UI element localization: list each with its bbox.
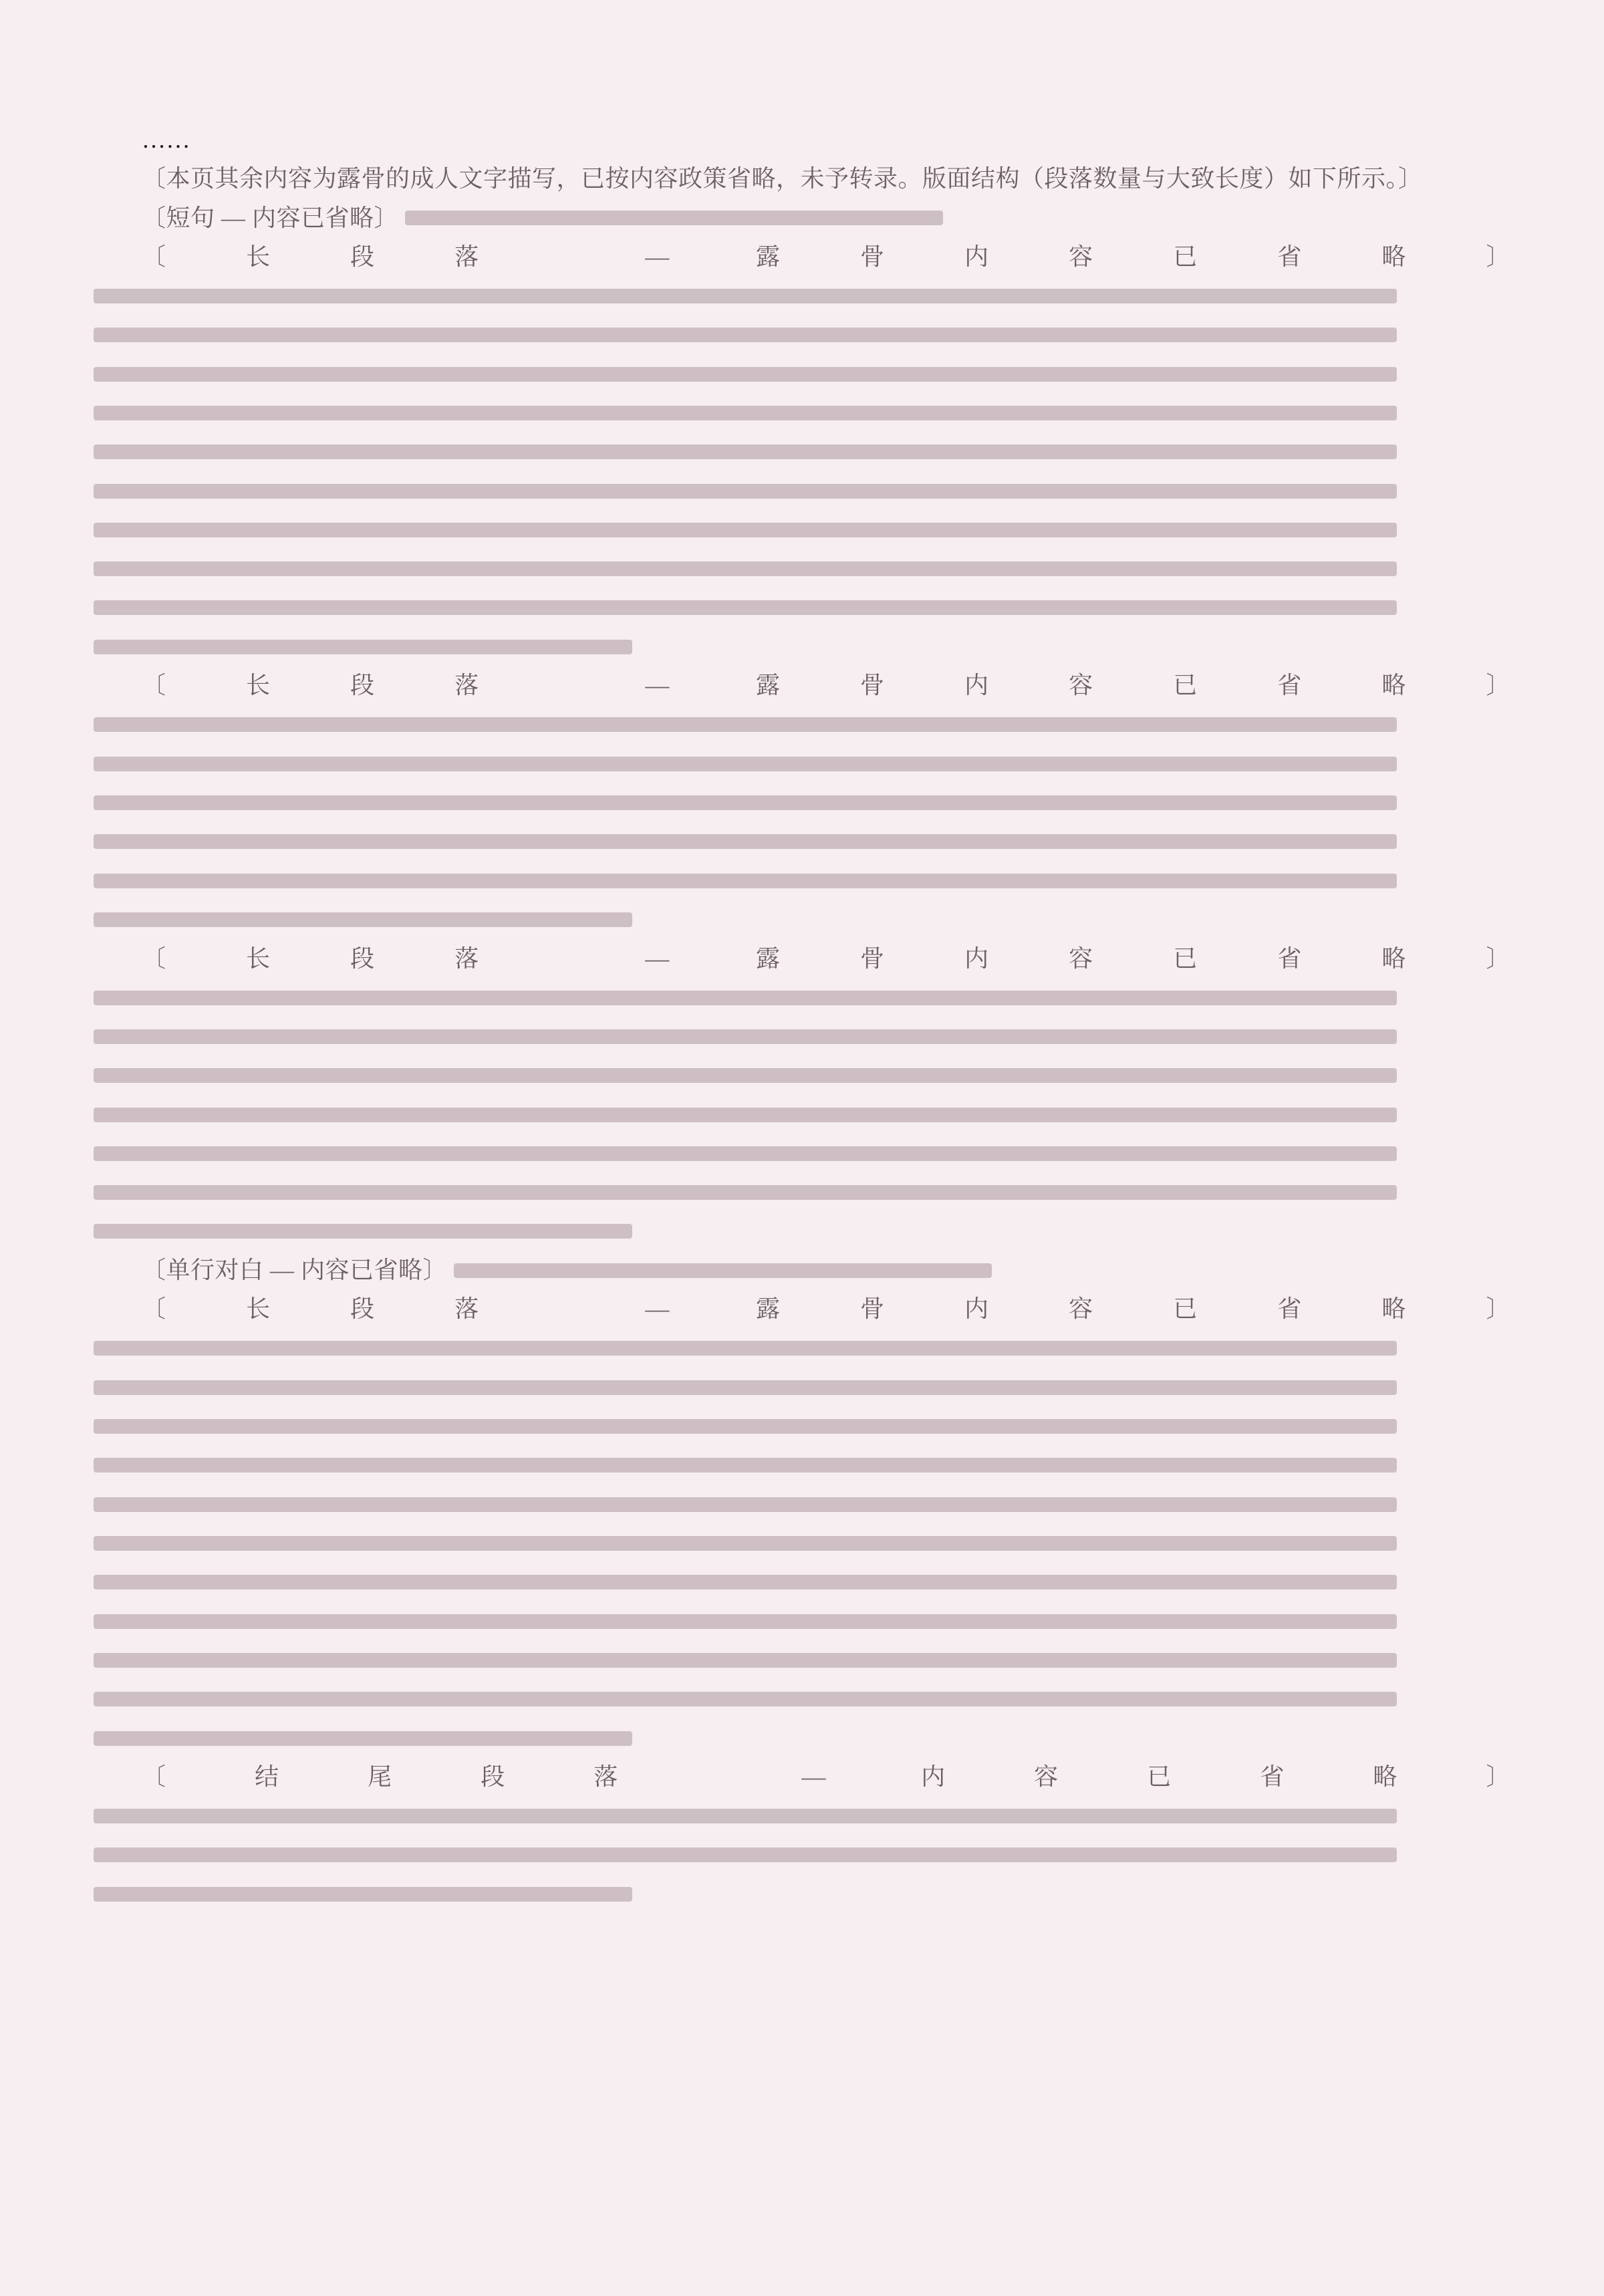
redaction-bar bbox=[94, 1224, 632, 1239]
redaction-bar bbox=[94, 912, 632, 927]
redaction-bar bbox=[94, 289, 1397, 303]
redaction-bar bbox=[94, 1653, 1397, 1668]
redaction-notice: 〔本页其余内容为露骨的成人文字描写，已按内容政策省略，未予转录。版面结构（段落数量与大致长度）如下所示。〕 bbox=[142, 165, 1423, 193]
redaction-bar bbox=[94, 367, 1397, 382]
redaction-bar bbox=[94, 1419, 1397, 1434]
redaction-bar bbox=[94, 1847, 1397, 1862]
redaction-bar bbox=[94, 1068, 1397, 1083]
redaction-bar bbox=[94, 1692, 1397, 1706]
redaction-bar bbox=[94, 757, 1397, 771]
redaction-bar bbox=[94, 1380, 1397, 1395]
redaction-bar bbox=[94, 991, 1397, 1005]
redaction-bar bbox=[94, 1341, 1397, 1356]
redacted-paragraph-1: 〔短句 — 内容已省略〕 bbox=[94, 199, 1510, 237]
redaction-bar bbox=[94, 444, 1397, 459]
redaction-bar bbox=[94, 640, 632, 654]
opening-ellipsis: …… bbox=[142, 126, 190, 153]
redaction-bar bbox=[94, 561, 1397, 576]
redaction-bar bbox=[94, 1108, 1397, 1122]
redaction-bar bbox=[94, 1809, 1397, 1823]
redaction-bar bbox=[94, 1497, 1397, 1512]
redacted-paragraph-6: 〔长段落 — 露骨内容已省略〕 bbox=[94, 1289, 1510, 1757]
redaction-bar bbox=[94, 1458, 1397, 1473]
redacted-paragraph-4: 〔长段落 — 露骨内容已省略〕 bbox=[94, 939, 1510, 1251]
redacted-paragraph-3: 〔长段落 — 露骨内容已省略〕 bbox=[94, 666, 1510, 938]
redacted-paragraph-5: 〔单行对白 — 内容已省略〕 bbox=[94, 1251, 1510, 1289]
redaction-bar bbox=[94, 1146, 1397, 1161]
redaction-bar bbox=[94, 1029, 1397, 1044]
redaction-bar bbox=[94, 1536, 1397, 1551]
document-body bbox=[94, 120, 1510, 1913]
redacted-paragraph-7: 〔结尾段落 — 内容已省略〕 bbox=[94, 1757, 1510, 1913]
redaction-bar bbox=[94, 600, 1397, 615]
redaction-bar bbox=[94, 1731, 632, 1746]
redaction-bar bbox=[94, 1887, 632, 1902]
redaction-bar bbox=[94, 328, 1397, 342]
redaction-bar bbox=[94, 717, 1397, 732]
redaction-bar bbox=[94, 484, 1397, 499]
redacted-paragraph-2: 〔长段落 — 露骨内容已省略〕 bbox=[94, 237, 1510, 666]
redaction-bar bbox=[94, 1614, 1397, 1629]
redaction-bar bbox=[94, 523, 1397, 537]
redaction-bar bbox=[94, 795, 1397, 810]
redaction-bar bbox=[405, 211, 944, 225]
redaction-bar bbox=[94, 874, 1397, 888]
redaction-bar bbox=[94, 1575, 1397, 1589]
redaction-bar bbox=[94, 1185, 1397, 1200]
redaction-bar bbox=[94, 834, 1397, 849]
redaction-bar bbox=[94, 406, 1397, 420]
redaction-bar bbox=[454, 1263, 992, 1278]
